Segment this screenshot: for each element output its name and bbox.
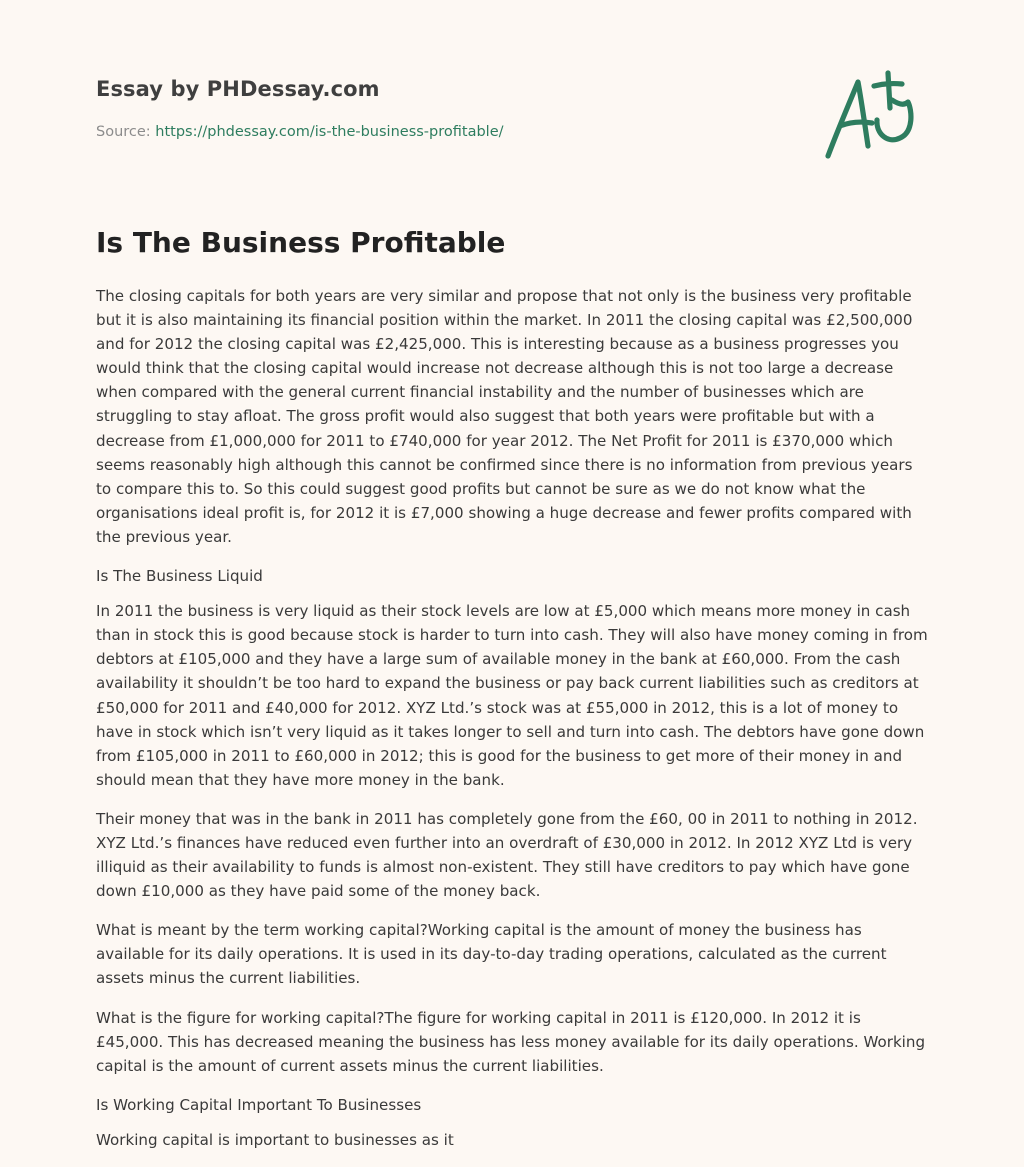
essay-paragraph: Their money that was in the bank in 2011 has completely gone from the £60, 00 in 2011 to nothing in 2012. XYZ Ltd.’s finances have reduced even further into an overdraft of £30,000 in 2012. In 2012 XYZ Ltd is very illiquid as their availability to funds is almost non-existent. They still have creditors to pay which have gone down £10,000 as they have paid some of the money back. [96,809,918,901]
section-heading: Is Working Capital Important To Businesses [96,1095,422,1114]
essay-paragraph: In 2011 the business is very liquid as their stock levels are low at £5,000 which means more money in cash than in stock this is good because stock is harder to turn into cash. They will also have money coming in from debtors at £105,000 and they have a large sum of available money in the bank at £60,000. From the cash availability it shouldn’t be too hard to expand the business or pay back current liabilities such as creditors at £50,000 for 2011 and £40,000 for 2012. XYZ Ltd.’s stock was at £55,000 in 2012, this is a lot of money to have in stock which isn’t very liquid as it takes longer to sell and turn into cash. The debtors have gone down from £105,000 in 2011 to £60,000 in 2012; this is good for the business to get more of their money in and should mean that they have more money in the bank. [96,602,928,789]
section-heading: Is The Business Liquid [96,567,263,586]
essay-paragraph: The closing capitals for both years are very similar and propose that not only is the business very profitable but it is also maintaining its financial position within the market. In 2011 the closing capital was £2,500,000 and for 2012 the closing capital was £2,425,000. This is interesting because as a business progresses you would think that the closing capital would increase not decrease although this is not too large a decrease when compared with the general current financial instability and the number of businesses which are struggling to stay afloat. The gross profit would also suggest that both years were profitable but with a decrease from £1,000,000 for 2011 to £740,000 for year 2012. The Net Profit for 2011 is £370,000 which seems reasonably high although this cannot be confirmed since there is no information from previous years to compare this to. So this could suggest good profits but cannot be sure as we do not know what the organisations ideal profit is, for 2012 it is £7,000 showing a huge decrease and fewer profits compared with the previous year. [96,287,913,546]
source-line [96,124,504,140]
essay-paragraph: What is meant by the term working capital?Working capital is the amount of money the business has available for its daily operations. It is used in its day-to-day trading operations, calculated as the current assets minus the current liabilities. [96,921,887,988]
essay-paragraph: What is the figure for working capital?The figure for working capital in 2011 is £120,000. In 2012 it is £45,000. This has decreased meaning the business has less money available for its daily operations. Working capital is the amount of current assets minus the current liabilities. [96,1008,926,1075]
a-plus-logo-icon [822,70,926,164]
essay-paragraph: Working capital is important to businesses as it [96,1130,454,1149]
site-title: Essay by PHDessay.com [96,77,380,101]
source-label: Source: [96,124,151,140]
source-link[interactable]: https://phdessay.com/is-the-business-profitable/ [155,124,504,140]
essay-body [96,284,928,1167]
essay-title: Is The Business Profitable [96,226,506,259]
